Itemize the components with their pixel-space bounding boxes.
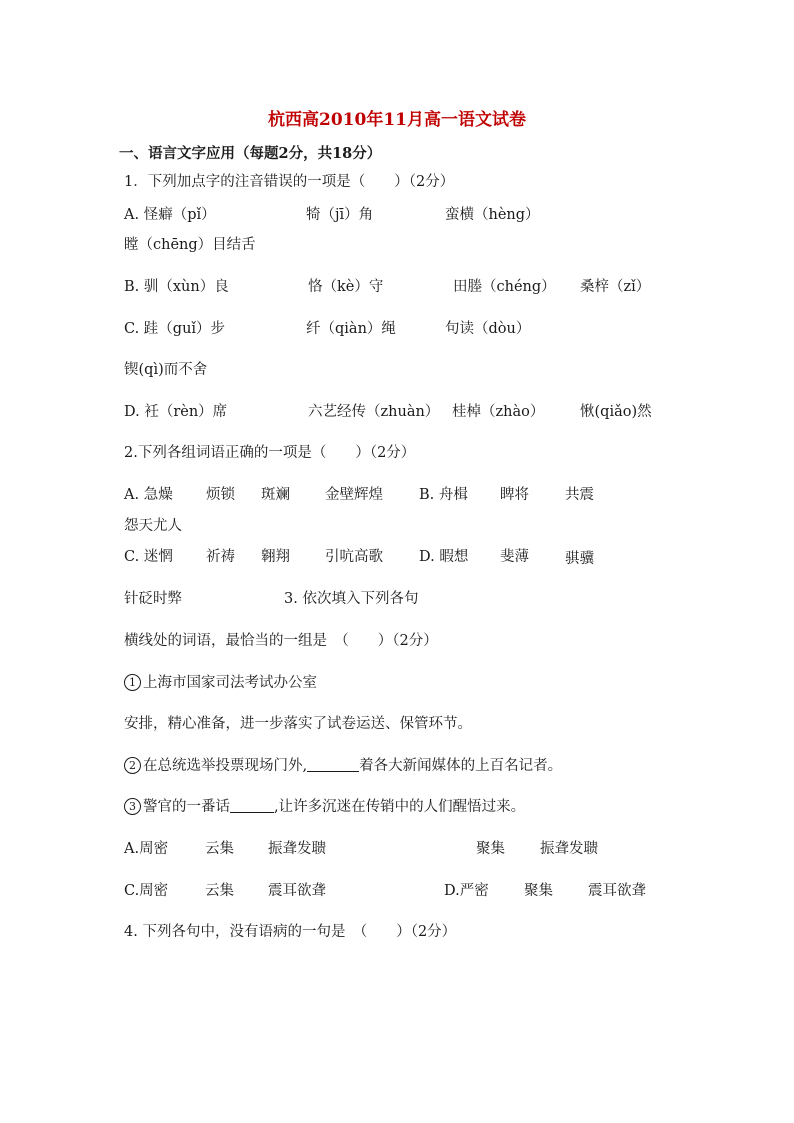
q3-option-b-3: 振聋发聩 bbox=[540, 841, 598, 857]
q2-option-a-2: 烦锁 bbox=[206, 487, 235, 503]
q2-option-c-1: C. 迷惘 bbox=[124, 549, 173, 565]
q1-option-c-3: 句读（dòu） bbox=[445, 321, 531, 337]
q2-option-d-1: D. 暇想 bbox=[419, 549, 469, 565]
q3-sentence-1-text: 上海市国家司法考试办公室 bbox=[143, 675, 317, 691]
q3-option-c-3: 震耳欲聋 bbox=[268, 883, 326, 899]
q1-option-d-3: 桂棹（zhào） bbox=[452, 404, 545, 420]
q3-option-b-2: 聚集 bbox=[476, 841, 505, 857]
q1-option-a-2: 犄（jī）角 bbox=[306, 207, 374, 223]
q2-option-d-2: 斐薄 bbox=[500, 549, 529, 565]
q3-sentence-2-text-a: 在总统选举投票现场门外, bbox=[143, 758, 308, 774]
q2-option-b-2: 睥将 bbox=[500, 487, 529, 503]
q1-option-b-4: 桑梓（zǐ） bbox=[580, 279, 651, 295]
circled-number-1: 1 bbox=[124, 674, 141, 691]
q1-option-a-1: A. 怪癖（pǐ） bbox=[124, 207, 216, 223]
q3-sentence-3 bbox=[124, 797, 525, 817]
q3-option-a-1: A.周密 bbox=[124, 841, 169, 857]
q1-option-b-2: 恪（kè）守 bbox=[308, 279, 384, 295]
page-title: 杭西高2010年11月高一语文试卷 bbox=[268, 110, 526, 130]
q3-option-d-2: 聚集 bbox=[524, 883, 553, 899]
q3-sentence-1-continued: 安排，精心准备，进一步落实了试卷运送、保管环节。 bbox=[124, 716, 472, 732]
q3-sentence-3-text-b: ,让许多沉迷在传销中的人们醒悟过来。 bbox=[274, 799, 526, 815]
q1-stem: 1．下列加点字的注音错误的一项是（ ）（2分） bbox=[124, 174, 455, 190]
q1-option-a-3: 蛮横（hèng） bbox=[445, 207, 540, 223]
q1-option-c-1: C. 跬（guǐ）步 bbox=[124, 321, 226, 337]
q1-option-d-2: 六艺经传（zhuàn） bbox=[308, 404, 440, 420]
q2-option-b-4: 怨天尤人 bbox=[124, 518, 182, 534]
q3-stem-line1: 3. 依次填入下列各句 bbox=[284, 591, 419, 607]
section-heading: 一、语言文字应用（每题2分，共18分） bbox=[119, 145, 382, 162]
q2-option-d-3: 骐骥 bbox=[565, 551, 594, 567]
q1-option-b-1: B. 驯（xùn）良 bbox=[124, 279, 229, 295]
circled-number-3: 3 bbox=[124, 798, 141, 815]
q2-option-a-3: 斑斓 bbox=[261, 487, 290, 503]
q2-stem: 2.下列各组词语正确的一项是（ ）（2分） bbox=[124, 445, 416, 461]
q2-option-c-2: 祈祷 bbox=[206, 549, 235, 565]
q1-option-c-4: 锲(qì)而不舍 bbox=[124, 362, 208, 378]
circled-number-2: 2 bbox=[124, 757, 141, 774]
q2-option-c-3: 翱翔 bbox=[261, 549, 290, 565]
q3-sentence-2-text-b: 着各大新闻媒体的上百名记者。 bbox=[359, 758, 563, 774]
q2-option-a-1: A. 急燥 bbox=[124, 487, 173, 503]
q3-option-c-2: 云集 bbox=[205, 883, 234, 899]
q1-option-d-1: D. 衽（rèn）席 bbox=[124, 404, 228, 420]
q3-sentence-1 bbox=[124, 673, 317, 693]
q3-option-d-3: 震耳欲聋 bbox=[588, 883, 646, 899]
q3-sentence-2 bbox=[124, 756, 562, 776]
q1-option-b-3: 田塍（chéng） bbox=[453, 279, 556, 295]
fill-blank-2 bbox=[307, 757, 359, 772]
q4-stem: 4. 下列各句中，没有语病的一句是 （ ）（2分） bbox=[124, 924, 457, 940]
q2-option-b-3: 共震 bbox=[565, 487, 594, 503]
q3-option-c-1: C.周密 bbox=[124, 883, 169, 899]
q1-option-c-2: 纤（qiàn）绳 bbox=[306, 321, 396, 337]
q3-option-d-1: D.严密 bbox=[444, 883, 489, 899]
q2-option-d-4: 针砭时弊 bbox=[124, 591, 182, 607]
q3-stem-line2: 横线处的词语，最恰当的一组是 （ ）（2分） bbox=[124, 633, 438, 649]
q1-option-a-4: 瞠（chēng）目结舌 bbox=[124, 237, 256, 253]
q2-option-c-4: 引吭高歌 bbox=[325, 549, 383, 565]
q1-option-d-4: 愀(qiǎo)然 bbox=[580, 404, 652, 420]
fill-blank-3 bbox=[230, 798, 274, 813]
q2-option-b-1: B. 舟楫 bbox=[419, 487, 468, 503]
q3-option-a-2: 云集 bbox=[205, 841, 234, 857]
q3-option-a-3: 振聋发聩 bbox=[268, 841, 326, 857]
q3-sentence-3-text-a: 警官的一番话 bbox=[143, 799, 230, 815]
q2-option-a-4: 金壁辉煌 bbox=[325, 487, 383, 503]
